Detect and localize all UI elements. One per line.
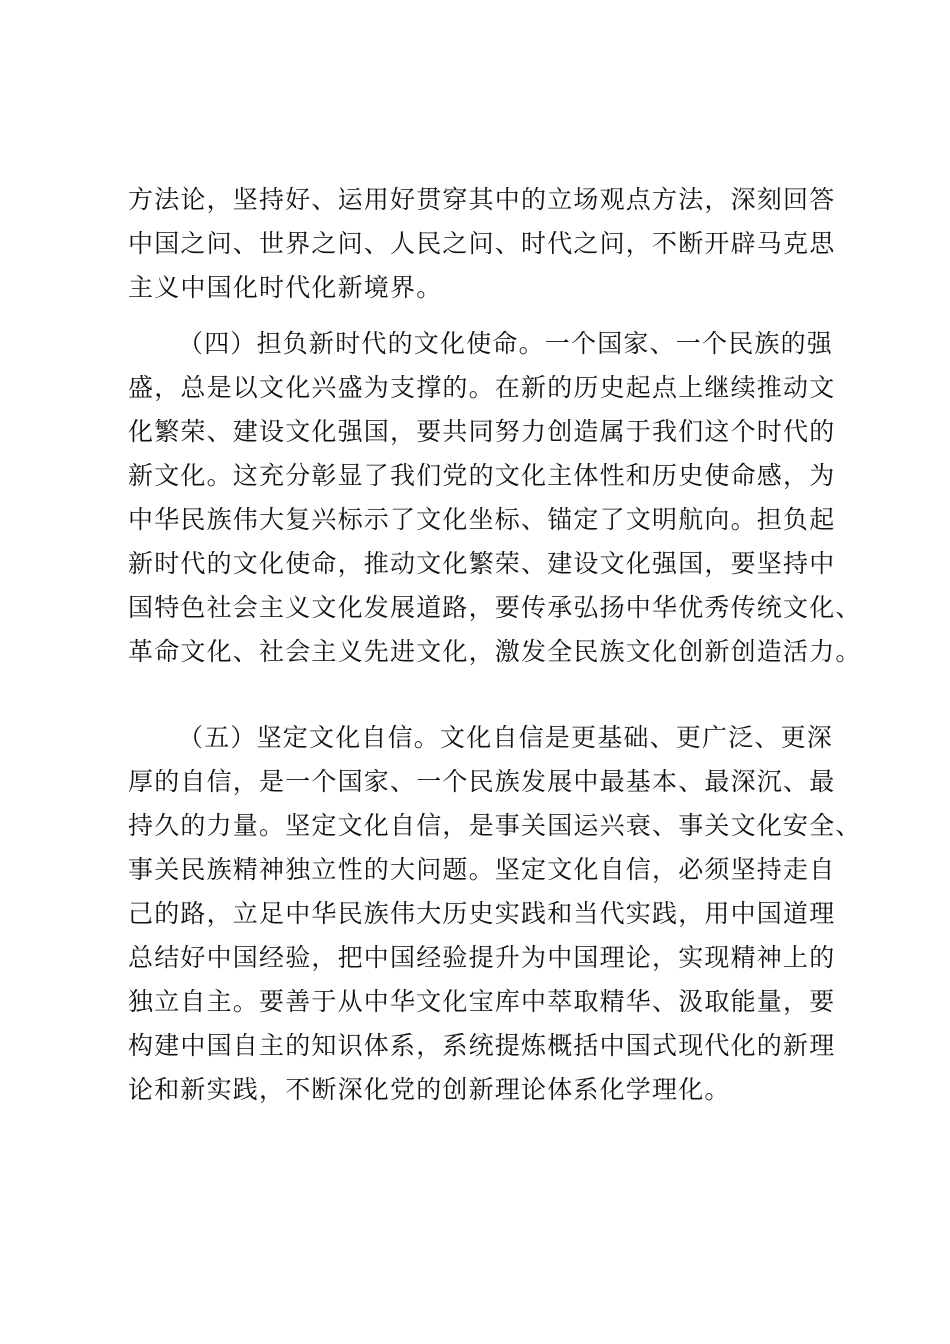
text-line: 己的路，立足中华民族伟大历史实践和当代实践，用中国道理: [128, 899, 836, 928]
paragraph-cultural-mission: [128, 322, 862, 674]
text-line: 论和新实践，不断深化党的创新理论体系化学理化。: [128, 1075, 731, 1104]
text-line: 化繁荣、建设文化强国，要共同努力创造属于我们这个时代的: [128, 417, 836, 446]
text-line: 新文化。这充分彰显了我们党的文化主体性和历史使命感，为: [128, 461, 836, 490]
text-line: 中华民族伟大复兴标示了文化坐标、锚定了文明航向。担负起: [128, 505, 836, 534]
text-line: 中国之问、世界之问、人民之问、时代之问，不断开辟马克思: [128, 229, 836, 258]
text-line: （五）坚定文化自信。文化自信是更基础、更广泛、更深: [178, 723, 834, 752]
paragraph-continuation: [128, 178, 836, 310]
text-line: 主义中国化时代化新境界。: [128, 273, 443, 302]
text-line: 盛，总是以文化兴盛为支撑的。在新的历史起点上继续推动文: [128, 373, 836, 402]
text-line: 总结好中国经验，把中国经验提升为中国理论，实现精神上的: [128, 943, 836, 972]
text-line: （四）担负新时代的文化使命。一个国家、一个民族的强: [178, 329, 834, 358]
text-line: 构建中国自主的知识体系，系统提炼概括中国式现代化的新理: [128, 1031, 836, 1060]
paragraph-cultural-confidence: [128, 716, 862, 1112]
text-line: 革命文化、社会主义先进文化，激发全民族文化创新创造活力。: [128, 637, 862, 666]
text-line: 方法论，坚持好、运用好贯穿其中的立场观点方法，深刻回答: [128, 185, 836, 214]
text-line: 国特色社会主义文化发展道路，要传承弘扬中华优秀传统文化、: [128, 593, 862, 622]
text-line: 厚的自信，是一个国家、一个民族发展中最基本、最深沉、最: [128, 767, 836, 796]
text-line: 持久的力量。坚定文化自信，是事关国运兴衰、事关文化安全、: [128, 811, 862, 840]
text-line: 独立自主。要善于从中华文化宝库中萃取精华、汲取能量，要: [128, 987, 836, 1016]
text-line: 事关民族精神独立性的大问题。坚定文化自信，必须坚持走自: [128, 855, 836, 884]
text-line: 新时代的文化使命，推动文化繁荣、建设文化强国，要坚持中: [128, 549, 836, 578]
